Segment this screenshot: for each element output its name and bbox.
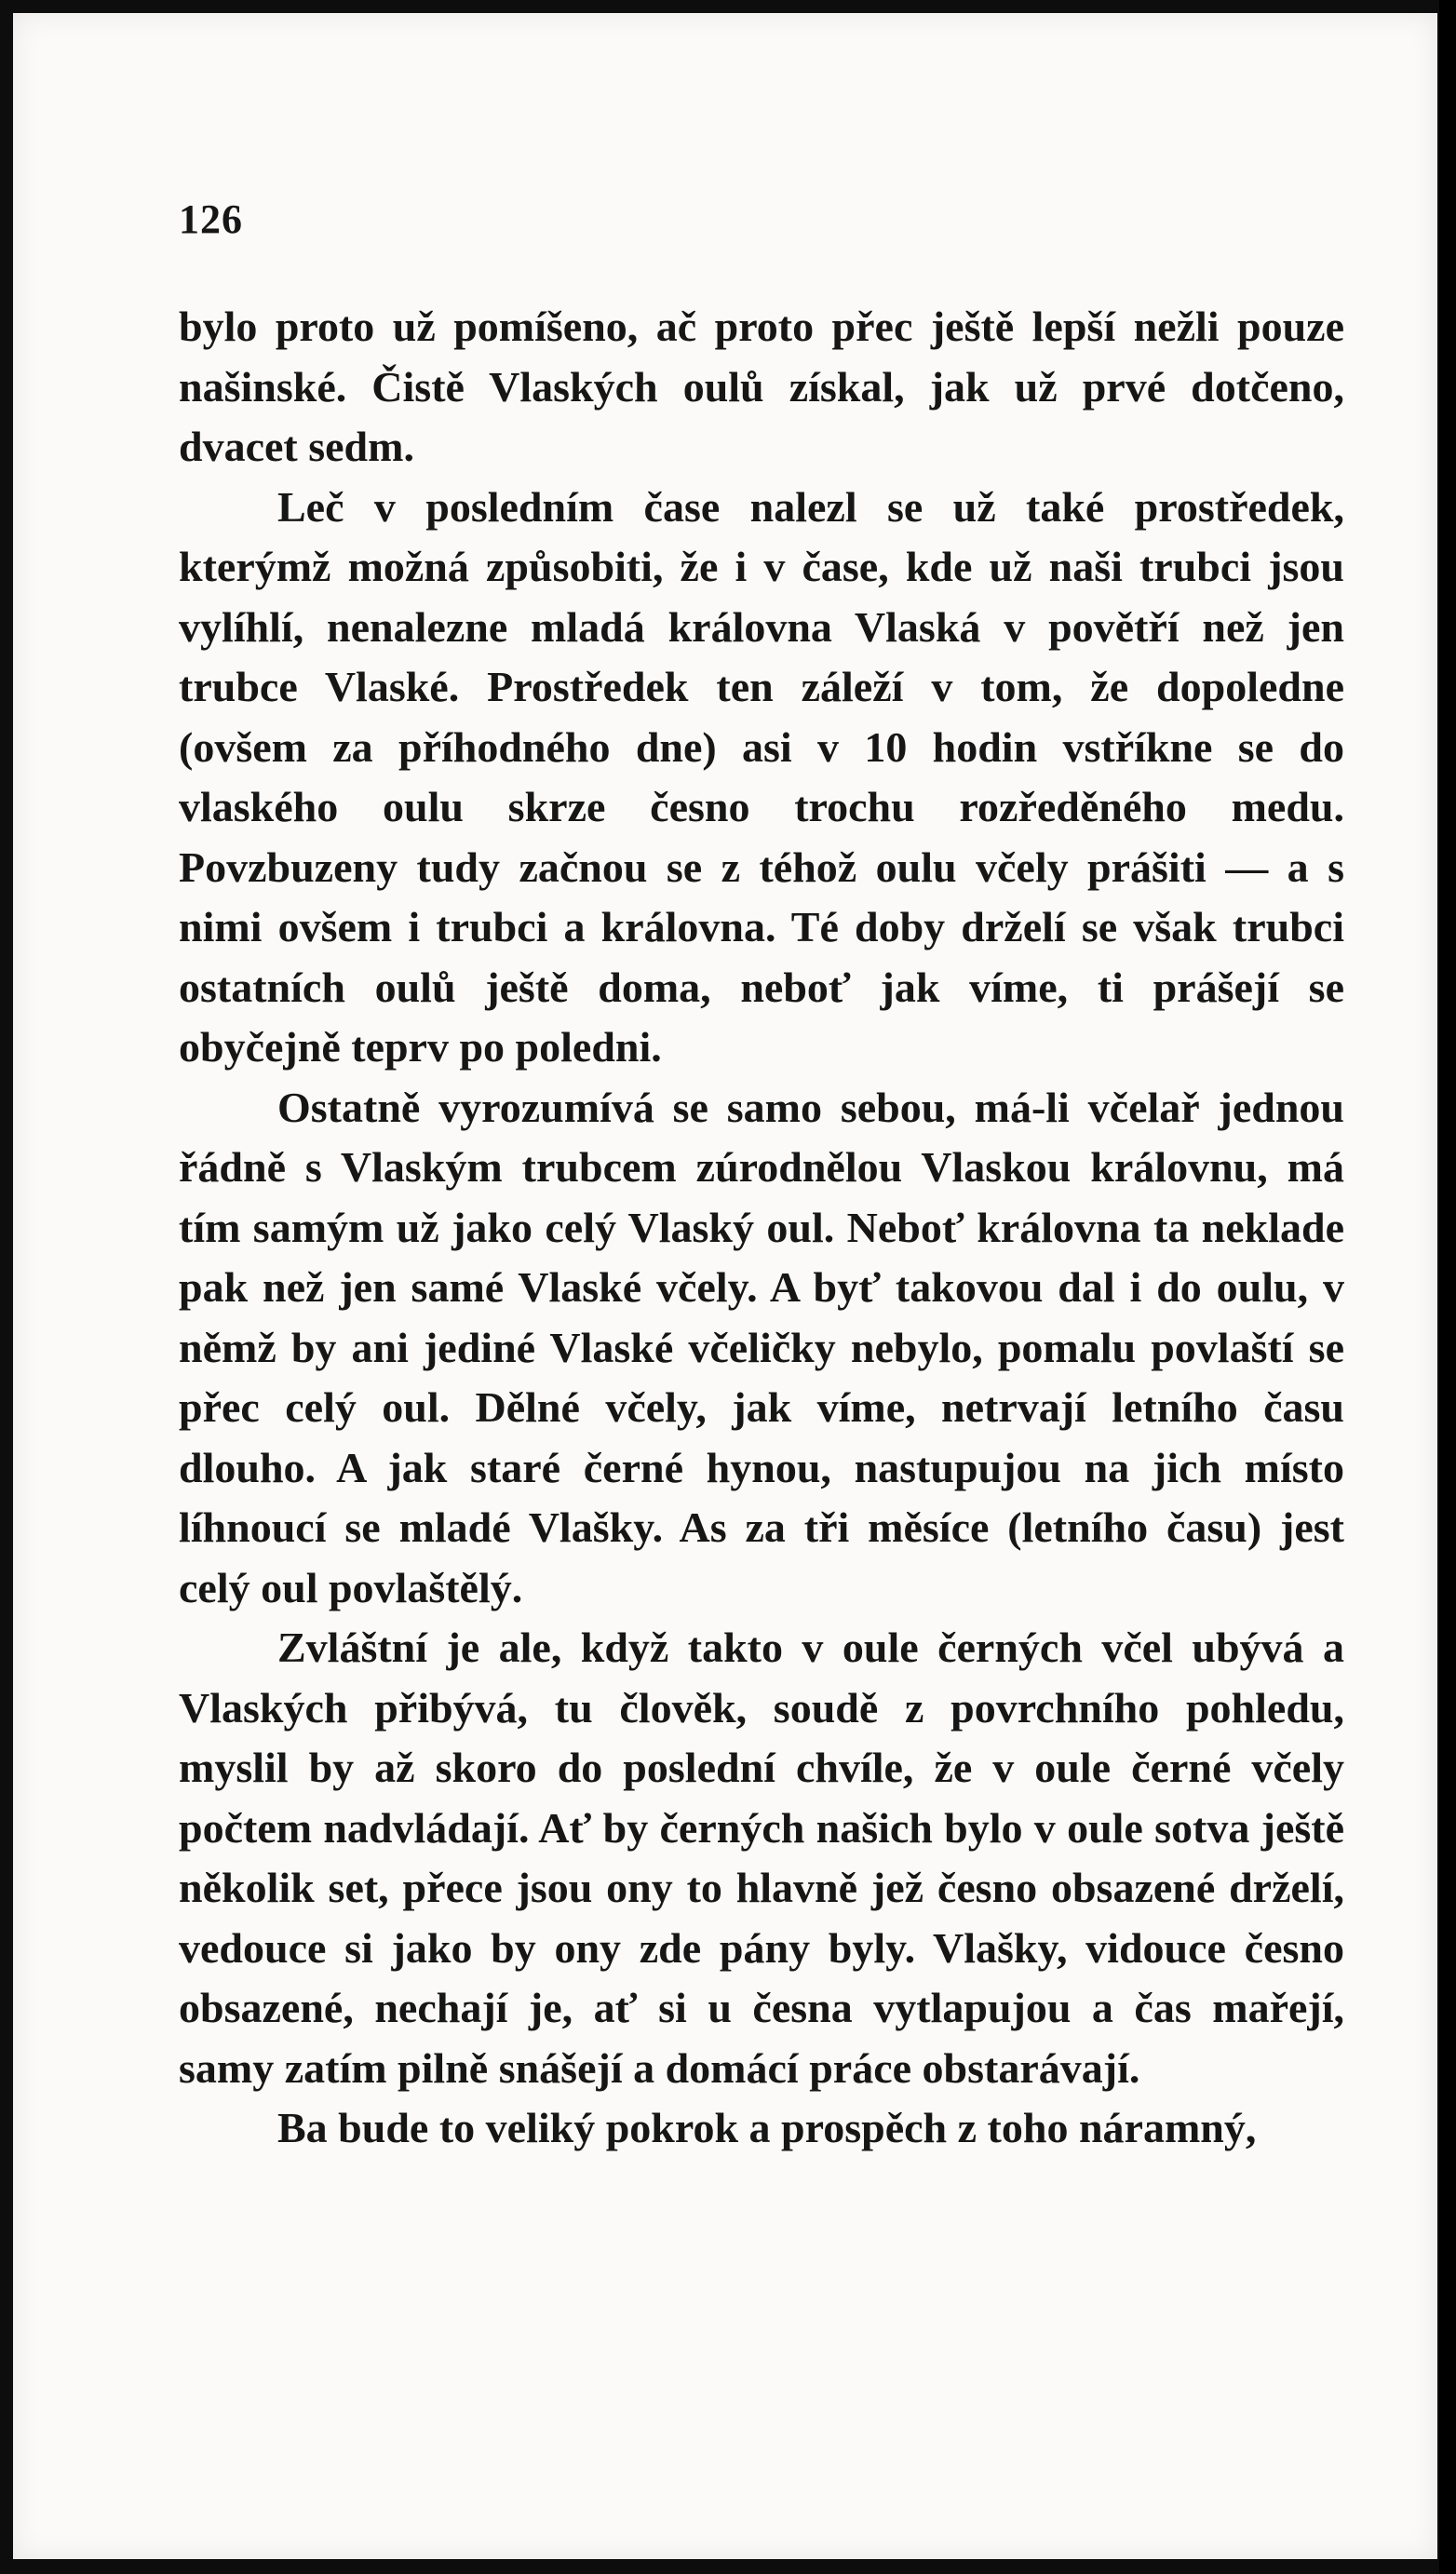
scan-edge [1439, 0, 1456, 2574]
paragraph: Zvláštní je ale, když takto v oule černých včel ubývá a Vlaských přibývá, tu člověk, soudě z povrchního pohledu, myslil by až skoro do poslední chvíle, že v oule černé včely počtem nadvládají. Ať by černých našich bylo v oule sotva ještě několik set, přece jsou ony to hlavně jež česno obsazené drželí, vedouce si jako by ony zde pány byly. Vlašky, vidouce česno obsazené, nechají je, ať si u česna vytlapujou a čas mařejí, samy zatím pilně snášejí a domácí práce obstarávají. [179, 1624, 1344, 2092]
paragraph-last-line: Ba bude to veliký pokrok a prospěch z toho náramný, [277, 2104, 1257, 2151]
paragraph: Leč v posledním čase nalezl se už také prostředek, kterýmž možná způsobiti, že i v čase, kde už naši trubci jsou vylíhlí, nenalezne mladá královna Vlaská v povětří než jen trubce Vlaské. Prostředek ten záleží v tom, že dopoledne (ovšem za příhodného dne) asi v 10 hodin vstříkne se do vlaského oulu skrze česno trochu rozředěného medu. Povzbuzeny tudy začnou se z téhož oulu včely prášiti — a s nimi ovšem i trubci a královna. Té doby drželí se však trubci ostatních oulů ještě doma, neboť jak víme, ti prášejí se obyčejně teprv po poledni. [179, 482, 1344, 1071]
page-content [179, 195, 1344, 2159]
paragraph-continuation: bylo proto už pomíšeno, ač proto přec ještě lepší nežli pouze našinské. Čistě Vlaských oulů získal, jak už prvé dotčeno, dvacet sedm. [179, 303, 1344, 470]
paragraph: Ostatně vyrozumívá se samo sebou, má-li včelař jednou řádně s Vlaským trubcem zúrodnělou Vlaskou královnu, má tím samým už jako celý Vlaský oul. Neboť královna ta neklade pak než jen samé Vlaské včely. A byť takovou dal i do oulu, v němž by ani jediné Vlaské včeličky nebylo, pomalu povlaští se přec celý oul. Dělné včely, jak víme, netrvají letního času dlouho. A jak staré černé hynou, nastupujou na jich místo líhnoucí se mladé Vlašky. As za tři měsíce (letního času) jest celý oul povlaštělý. [179, 1083, 1344, 1611]
book-page [13, 13, 1437, 2559]
page-number: 126 [179, 196, 243, 242]
